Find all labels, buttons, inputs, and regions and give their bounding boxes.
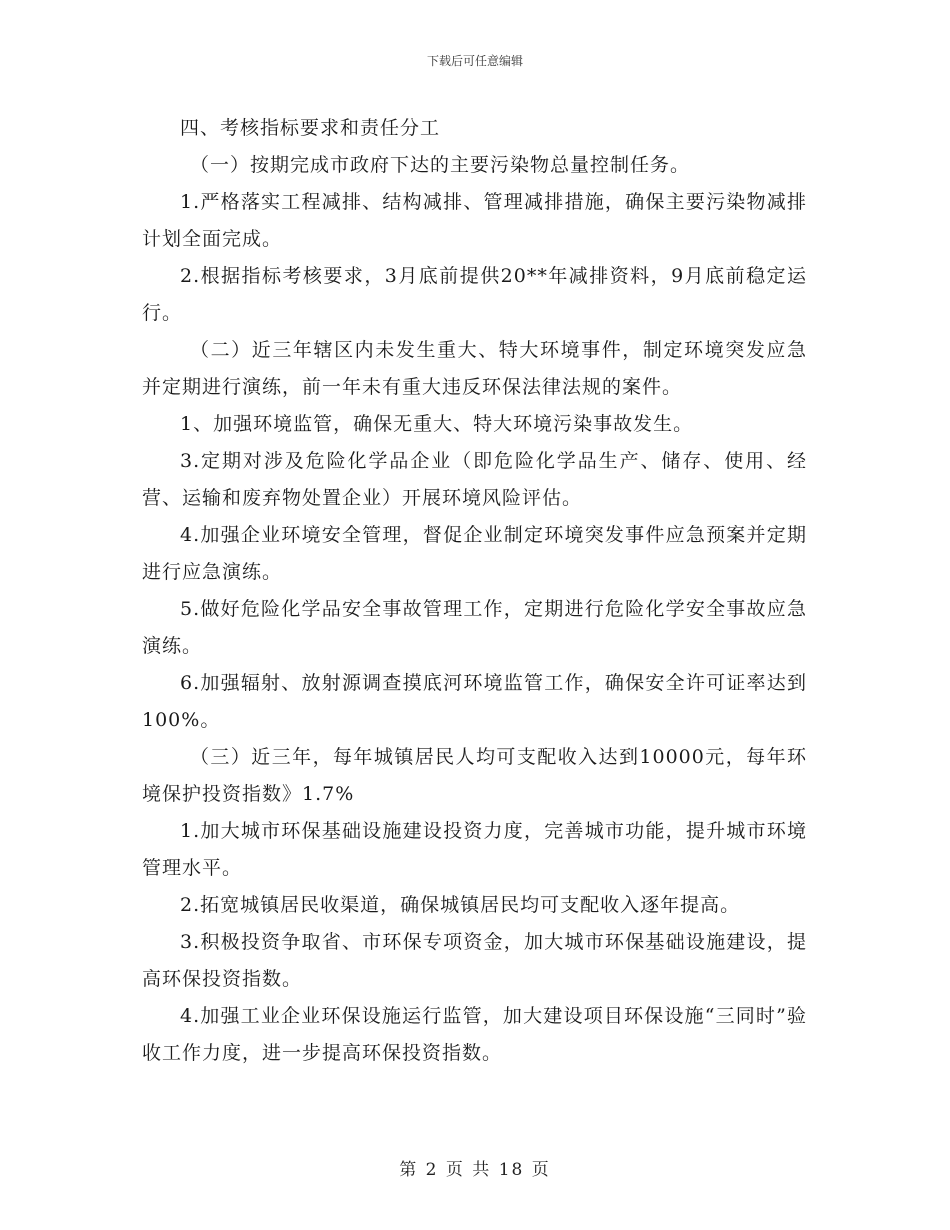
- list-item: 1、加强环境监管，确保无重大、特大环境污染事故发生。: [180, 413, 694, 435]
- section-heading: 四、考核指标要求和责任分工: [180, 117, 441, 139]
- subsection-heading: （二）近三年辖区内未发生重大、特大环境事件，制定环境突发应急并定期进行演练，前一年未有重大违反环保法律法规的案件。: [142, 339, 807, 398]
- list-item: 3.定期对涉及危险化学品企业（即危险化学品生产、储存、使用、经营、运输和废弃物处置企业）开展环境风险评估。: [142, 450, 807, 509]
- document-body: [142, 110, 807, 1072]
- list-item: 2.根据指标考核要求，3月底前提供20**年减排资料，9月底前稳定运行。: [142, 265, 807, 324]
- list-item: 6.加强辐射、放射源调查摸底河环境监管工作，确保安全许可证率达到100%。: [142, 672, 807, 731]
- subsection-heading: （一）按期完成市政府下达的主要污染物总量控制任务。: [190, 154, 691, 176]
- list-item: 3.积极投资争取省、市环保专项资金，加大城市环保基础设施建设，提高环保投资指数。: [142, 931, 807, 990]
- list-item: 4.加强企业环境安全管理，督促企业制定环境突发事件应急预案并定期进行应急演练。: [142, 524, 807, 583]
- page-header: 下载后可任意编辑: [426, 54, 523, 68]
- list-item: 1.严格落实工程减排、结构减排、管理减排措施，确保主要污染物减排计划全面完成。: [142, 191, 807, 250]
- list-item: 4.加强工业企业环保设施运行监管，加大建设项目环保设施“三同时”验收工作力度，进一步提高环保投资指数。: [142, 1005, 807, 1064]
- list-item: 2.拓宽城镇居民收渠道，确保城镇居民均可支配收入逐年提高。: [180, 894, 741, 916]
- list-item: 1.加大城市环保基础设施建设投资力度，完善城市功能，提升城市环境管理水平。: [142, 820, 807, 879]
- list-item: 5.做好危险化学品安全事故管理工作，定期进行危险化学安全事故应急演练。: [142, 598, 807, 657]
- subsection-heading: （三）近三年，每年城镇居民人均可支配收入达到10000元，每年环境保护投资指数》1.7%: [142, 746, 807, 805]
- page-footer: 第 2 页 共 18 页: [399, 1160, 551, 1180]
